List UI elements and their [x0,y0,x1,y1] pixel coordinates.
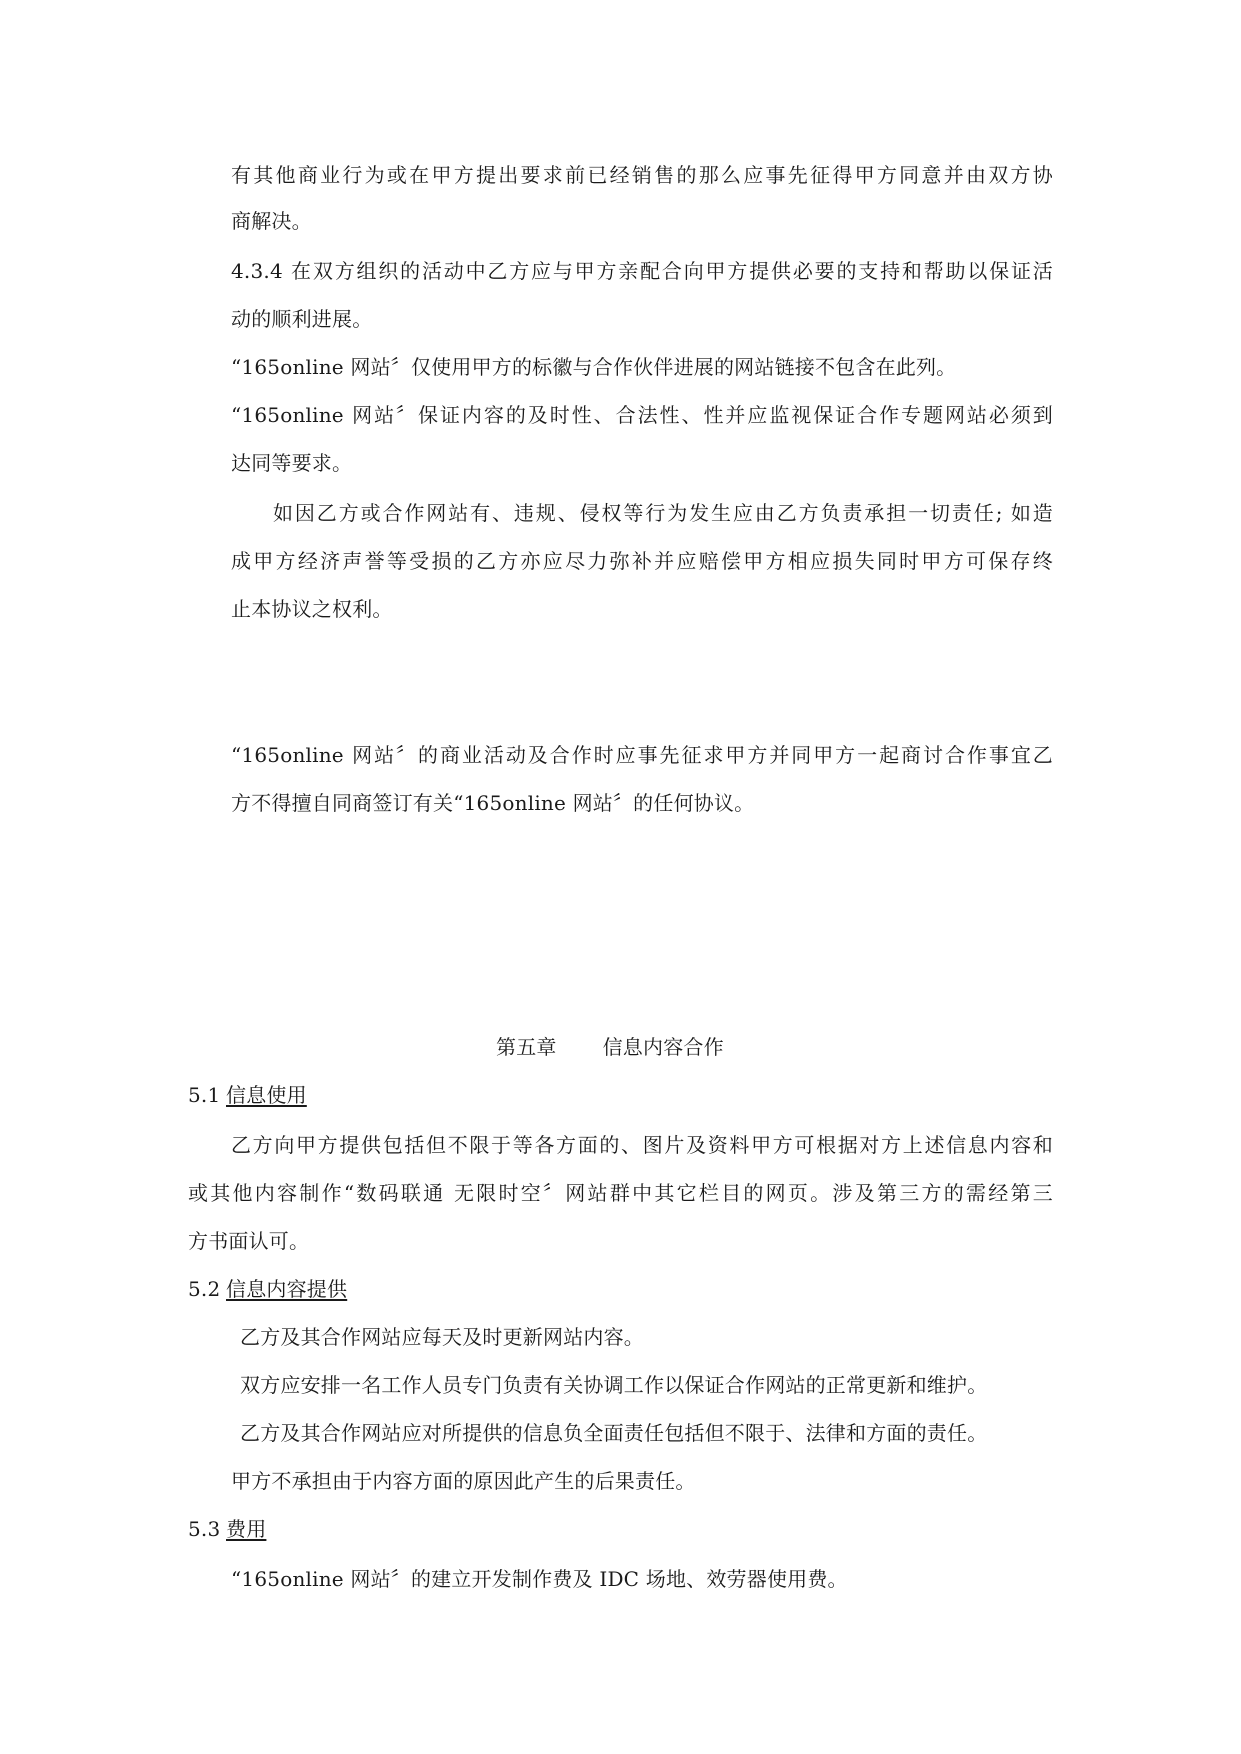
paragraph-line: 方不得擅自同商签订有关“165online 网站〞的任何协议。 [231,791,755,815]
paragraph-line: “165online 网站〞仅使用甲方的标徽与合作伙伴进展的网站链接不包含在此列。 [231,355,957,379]
paragraph-line: 双方应安排一名工作人员专门负责有关协调工作以保证合作网站的正常更新和维护。 [240,1373,988,1397]
section-heading-5-3 [188,1516,266,1542]
section-number: 5.3 [188,1517,221,1541]
paragraph-line: 如因乙方或合作网站有、违规、侵权等行为发生应由乙方负责承担一切责任; 如造 [273,501,1053,525]
paragraph-line: “165online 网站〞的商业活动及合作时应事先征求甲方并同甲方一起商讨合作事宜乙 [231,743,1053,767]
paragraph-line: 甲方不承担由于内容方面的原因此产生的后果责任。 [231,1469,696,1493]
chapter-heading [496,1034,724,1060]
section-title: 费用 [226,1517,267,1541]
paragraph-line: 商解决。 [231,209,312,233]
paragraph-line: 方书面认可。 [188,1229,310,1253]
section-heading-5-2 [188,1276,347,1302]
chapter-label: 第五章 [496,1035,557,1059]
paragraph-line: 止本协议之权利。 [231,597,393,621]
paragraph-line: 或其他内容制作“数码联通 无限时空〞网站群中其它栏目的网页。涉及第三方的需经第三 [188,1181,1053,1205]
section-number: 5.2 [188,1277,221,1301]
paragraph-line: 乙方及其合作网站应对所提供的信息负全面责任包括但不限于、法律和方面的责任。 [240,1421,988,1445]
paragraph-line: 达同等要求。 [231,451,353,475]
section-heading-5-1 [188,1082,307,1108]
paragraph-line: “165online 网站〞保证内容的及时性、合法性、性并应监视保证合作专题网站必须到 [231,403,1053,427]
paragraph-line: 乙方及其合作网站应每天及时更新网站内容。 [240,1325,644,1349]
paragraph-line: “165online 网站〞的建立开发制作费及 IDC 场地、效劳器使用费。 [231,1567,848,1591]
section-number: 5.1 [188,1083,221,1107]
paragraph-line: 成甲方经济声誉等受损的乙方亦应尽力弥补并应赔偿甲方相应损失同时甲方可保存终 [231,549,1053,573]
paragraph-line: 乙方向甲方提供包括但不限于等各方面的、图片及资料甲方可根据对方上述信息内容和 [231,1133,1053,1157]
section-title: 信息内容提供 [226,1277,348,1301]
section-title: 信息使用 [226,1083,307,1107]
clause-4-3-4: 4.3.4 在双方组织的活动中乙方应与甲方亲配合向甲方提供必要的支持和帮助以保证活 [231,259,1053,283]
chapter-title: 信息内容合作 [602,1035,724,1059]
paragraph-line: 动的顺利进展。 [231,307,373,331]
paragraph-line: 有其他商业行为或在甲方提出要求前已经销售的那么应事先征得甲方同意并由双方协 [231,163,1053,187]
